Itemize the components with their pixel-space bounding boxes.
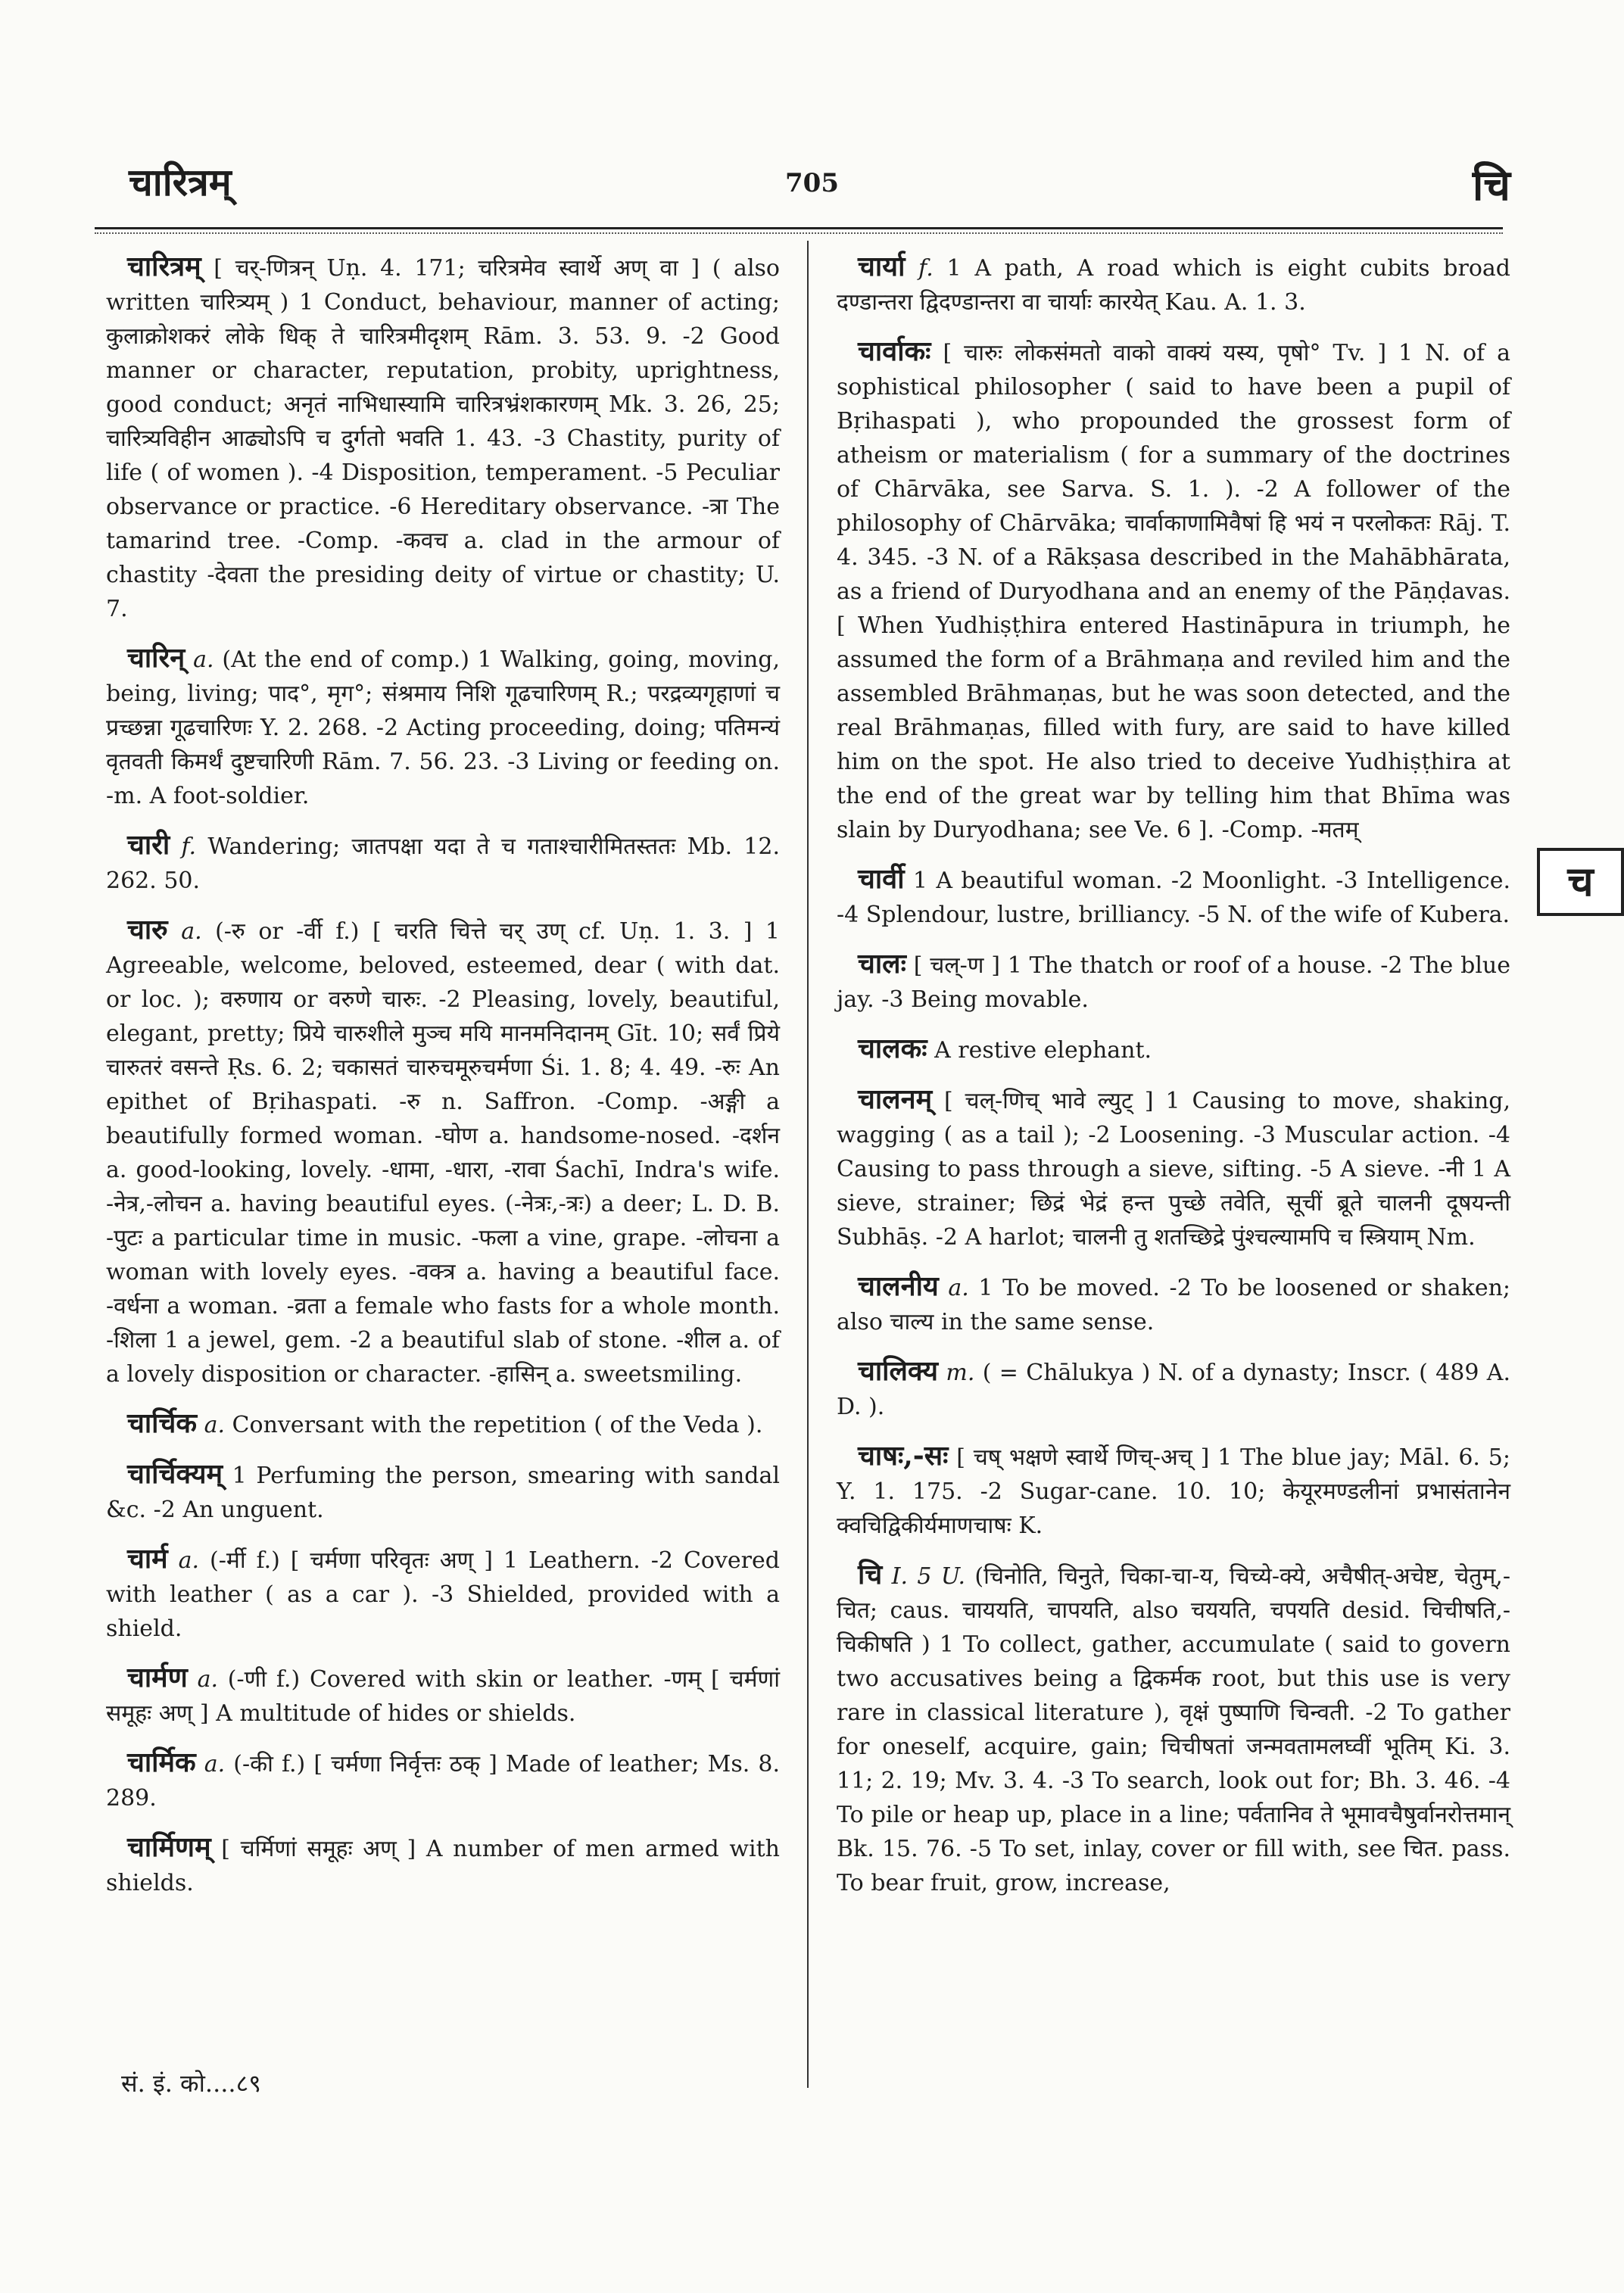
header-rule: [95, 227, 1503, 229]
dictionary-entry: [106, 1457, 780, 1527]
dictionary-entry: [837, 1439, 1510, 1543]
entry-definition: (At the end of comp.) 1 Walking, going, moving, being, living; पाद°, मृग°; संश्रमाय निशि गूढचारिणम् R.; परद्रव्यगृहाणां च प्रच्छन्ना गूढचारिणः Y. 2. 268. -2 Acting proceeding, doing; पतिमन्यं वृतवती किमर्थं दुष्टचारिणी Rām. 7. 56. 23. -3 Living or feeding on. -m. A foot-soldier.: [106, 646, 781, 809]
dictionary-entry: [837, 1354, 1510, 1424]
entry-grammar: a.: [204, 1751, 226, 1777]
entry-definition: (-रु or -र्वी f.) [ चरति चित्ते चर् उण् cf. Uṇ. 1. 3. ] 1 Agreeable, welcome, beloved, esteemed, dear ( with dat. or loc. ); वरुणाय or वरुणे चारुः. -2 Pleasing, lovely, beautiful, elegant, pretty; प्रिये चारुशीले मुञ्च मयि मानमनिदानम् Gīt. 10; सर्वं प्रिये चारुतरं वसन्ते Ṛs. 6. 2; चकासतं चारुचमूरुचर्मणा Śi. 1. 8; 4. 49. -रुः An epithet of Bṛihaspati. -रु n. Saffron. -Comp. -अङ्गी a beautifully formed woman. -घोण a. handsome-nosed. -दर्शन a. good-looking, lovely. -धामा, -धारा, -रावा Śachī, Indra's wife. -नेत्र,-लोचन a. having beautiful eyes. (-नेत्रः,-त्रः) a deer; L. D. B. -पुटः a particular time in music. -फला a vine, grape. -लोचना a woman with lovely eyes. -वक्त्र a. having a beautiful face. -वर्धना a woman. -व्रता a female who fasts for a whole month. -शिला 1 a jewel, gem. -2 a beautiful slab of stone. -शील a. of a lovely disposition or character. -हासिन् a. sweetsmiling.: [106, 918, 780, 1388]
entry-headword: चालिक्य: [858, 1355, 939, 1387]
entry-grammar: a.: [178, 1547, 200, 1574]
entry-headword: चालनीय: [858, 1270, 939, 1302]
dictionary-entry: [106, 1661, 780, 1731]
dictionary-entry: [106, 1746, 780, 1815]
footer-signature: सं. इं. को....८९: [121, 2069, 261, 2098]
entry-definition: [ चर्-णित्रन् Uṇ. 4. 171; चरित्रमेव स्वार्थे अण् वा ] ( also written चारित्र्यम् ) 1 Conduct, behaviour, manner of acting; कुलाक्रोशकरं लोके धिक् ते चारित्रमीदृशम् Rām. 3. 53. 9. -2 Good manner or character, reputation, probity, uprightness, good conduct; अनृतं नाभिधास्यामि चारित्रभ्रंशकारणम् Mk. 3. 26, 25; चारित्र्यविहीन आढ्योऽपि च दुर्गतो भवति 1. 43. -3 Chastity, purity of life ( of women ). -4 Disposition, temperament. -5 Peculiar observance or practice. -6 Hereditary observance. -त्रा The tamarind tree. -Comp. -कवच a. clad in the armour of chastity -देवता the presiding deity of virtue or chastity; U. 7.: [106, 255, 780, 622]
entry-headword: चारु: [127, 914, 168, 946]
entry-headword: चार्या: [858, 251, 906, 282]
entry-headword: चार्म: [127, 1543, 168, 1575]
entry-definition: (-की f.) [ चर्मणा निर्वृत्तः ठक् ] Made of leather; Ms. 8. 289.: [106, 1751, 780, 1812]
dictionary-entry: [106, 641, 780, 813]
dictionary-entry: [106, 1407, 780, 1442]
entry-grammar: m.: [946, 1360, 975, 1386]
dictionary-entry: [837, 335, 1510, 847]
running-head-left: चारित्रम्: [129, 160, 232, 204]
dictionary-entry: [106, 250, 780, 626]
dictionary-entry: [106, 913, 780, 1391]
entry-grammar: f.: [918, 255, 934, 282]
entry-definition: 1 A path, A road which is eight cubits broad दण्डान्तरा द्विदण्डान्तरा वा चार्याः कारयेत् Kau. A. 1. 3.: [837, 255, 1510, 316]
entry-headword: चारिन्: [127, 642, 185, 674]
dictionary-entry: [837, 250, 1510, 319]
entry-definition: Conversant with the repetition ( of the Veda ).: [232, 1412, 763, 1438]
left-column: [106, 250, 780, 1915]
dictionary-entry: [837, 1083, 1510, 1254]
entry-definition: Wandering; जातपक्षा यदा ते च गताश्चारीमितस्ततः Mb. 12. 262. 50.: [106, 833, 780, 894]
entry-headword: चार्वी: [858, 863, 905, 895]
dictionary-entry: [837, 1558, 1510, 1900]
entry-definition: (चिनोति, चिनुते, चिका-चा-य, चिच्ये-क्ये, अचैषीत्-अचेष्ट, चेतुम्,-चित; caus. चाययति, चापयति, also चययति, चपयति desid. चिचीषति,-चिकीषति ) 1 To collect, gather, accumulate ( said to govern two accusatives being a द्विकर्मक root, but this use is very rare in classical literature ), वृक्षं पुष्पाणि चिन्वती. -2 To gather for oneself, acquire, gain; चिचीषतां जन्मवतामलघ्वीं भूतिम् Ki. 3. 11; 2. 19; Mv. 3. 4. -3 To search, look out for; Bh. 3. 46. -4 To pile or heap up, place in a line; पर्वतानिव ते भूमावचैषुर्वानरोत्तमान् Bk. 15. 76. -5 To set, inlay, cover or fill with, see चित. pass. To bear fruit, grow, increase,: [837, 1563, 1510, 1896]
entry-headword: चार्चिक: [127, 1407, 198, 1439]
entry-headword: चालकः: [858, 1033, 927, 1064]
entry-grammar: a.: [948, 1275, 969, 1301]
column-divider: [807, 241, 809, 2088]
entry-grammar: a.: [193, 646, 214, 673]
entry-grammar: a.: [197, 1666, 218, 1693]
entry-definition: (-णी f.) Covered with skin or leather. -णम् [ चर्मणां समूहः अण् ] A multitude of hides or shields.: [106, 1666, 781, 1727]
dictionary-entry: [837, 947, 1510, 1017]
header-dotted-rule: [95, 232, 1503, 234]
dictionary-entry: [837, 1032, 1510, 1067]
entry-definition: [ चर्मिणां समूहः अण् ] A number of men armed with shields.: [106, 1836, 780, 1896]
entry-definition: 1 A beautiful woman. -2 Moonlight. -3 Intelligence. -4 Splendour, lustre, brilliancy. -5 N. of the wife of Kubera.: [837, 868, 1510, 928]
entry-headword: चार्वाकः: [858, 335, 931, 367]
entry-definition: ( = Chālukya ) N. of a dynasty; Inscr. ( 489 A. D. ).: [837, 1360, 1510, 1420]
dictionary-entry: [106, 1542, 780, 1646]
section-tab: च: [1537, 848, 1624, 916]
entry-definition: 1 To be moved. -2 To be loosened or shaken; also चाल्य in the same sense.: [837, 1275, 1510, 1335]
entry-definition: [ चारुः लोकसंमतो वाको वाक्यं यस्य, पृषो° Tv. ] 1 N. of a sophistical philosopher ( said to have been a pupil of Bṛihaspati ), who propounded the grossest form of atheism or materialism ( for a summary of the doctrines of Chārvāka, see Sarva. S. 1. ). -2 A follower of the philosophy of Chārvāka; चार्वाकाणामिवैषां हि भयं न परलोकतः Rāj. T. 4. 345. -3 N. of a Rākṣasa described in the Mahābhārata, as a friend of Duryodhana and an enemy of the Pāṇḍavas. [ When Yudhiṣṭhira entered Hastināpura in triumph, he assumed the form of a Brāhmaṇa and reviled him and the assembled Brāhmaṇas, but he was soon detected, and the real Brāhmaṇas, filled with fury, are said to have killed him on the spot. He also tried to deceive Yudhiṣṭhira at the end of the great war by telling him that Bhīma was slain by Duryodhana; see Ve. 6 ]. -Comp. -मतम्: [837, 340, 1510, 843]
entry-grammar: I. 5 U.: [891, 1563, 965, 1590]
entry-definition: [ चल्-णिच् भावे ल्युट् ] 1 Causing to move, shaking, wagging ( as a tail ); -2 Loosening. -3 Muscular action. -4 Causing to pass through a sieve, sifting. -5 A sieve. -नी 1 A sieve, strainer; छिद्रं भेद्रं हन्त पुच्छे तवेति, सूचीं ब्रूते चालनी दूषयन्ती Subhāṣ. -2 A harlot; चालनी तु शतच्छिद्रे पुंश्चल्यामपि च स्त्रियाम् Nm.: [837, 1088, 1511, 1251]
entry-grammar: a.: [204, 1412, 225, 1438]
entry-headword: चालः: [858, 948, 906, 980]
entry-definition: A restive elephant.: [934, 1037, 1152, 1064]
running-head-right: चि: [1472, 160, 1510, 210]
entry-headword: चार्मण: [127, 1662, 188, 1693]
page-number: 705: [785, 168, 839, 198]
entry-definition: [ चल्-ण ] 1 The thatch or roof of a house. -2 The blue jay. -3 Being movable.: [837, 952, 1510, 1013]
entry-definition: (-र्मी f.) [ चर्मणा परिवृतः अण् ] 1 Leathern. -2 Covered with leather ( as a car ). -3 Shielded, provided with a shield.: [106, 1547, 780, 1642]
entry-headword: चालनम्: [858, 1083, 933, 1115]
dictionary-entry: [106, 1830, 780, 1900]
entry-headword: चारित्रम्: [127, 251, 201, 282]
entry-headword: चार्मिणम्: [127, 1831, 211, 1863]
entry-definition: [ चष् भक्षणे स्वार्थे णिच्-अच् ] 1 The blue jay; Māl. 6. 5; Y. 1. 175. -2 Sugar-cane. 10. 10; केयूरमण्डलीनां प्रभासंतानेन क्वचिद्विकीर्यमाणचाषः K.: [837, 1444, 1510, 1539]
entry-headword: चारी: [127, 829, 170, 861]
entry-grammar: f.: [181, 833, 197, 860]
entry-headword: चार्चिक्यम्: [127, 1458, 223, 1490]
entry-headword: चार्मिक: [127, 1746, 196, 1778]
entry-grammar: a.: [181, 918, 202, 945]
entry-headword: चाषः,-सः: [858, 1440, 949, 1472]
dictionary-entry: [106, 828, 780, 898]
entry-headword: चि: [858, 1559, 883, 1590]
entry-definition: 1 Perfuming the person, smearing with sandal &c. -2 An unguent.: [106, 1463, 780, 1523]
right-column: [837, 250, 1510, 1915]
dictionary-entry: [837, 1270, 1510, 1339]
dictionary-entry: [837, 862, 1510, 932]
